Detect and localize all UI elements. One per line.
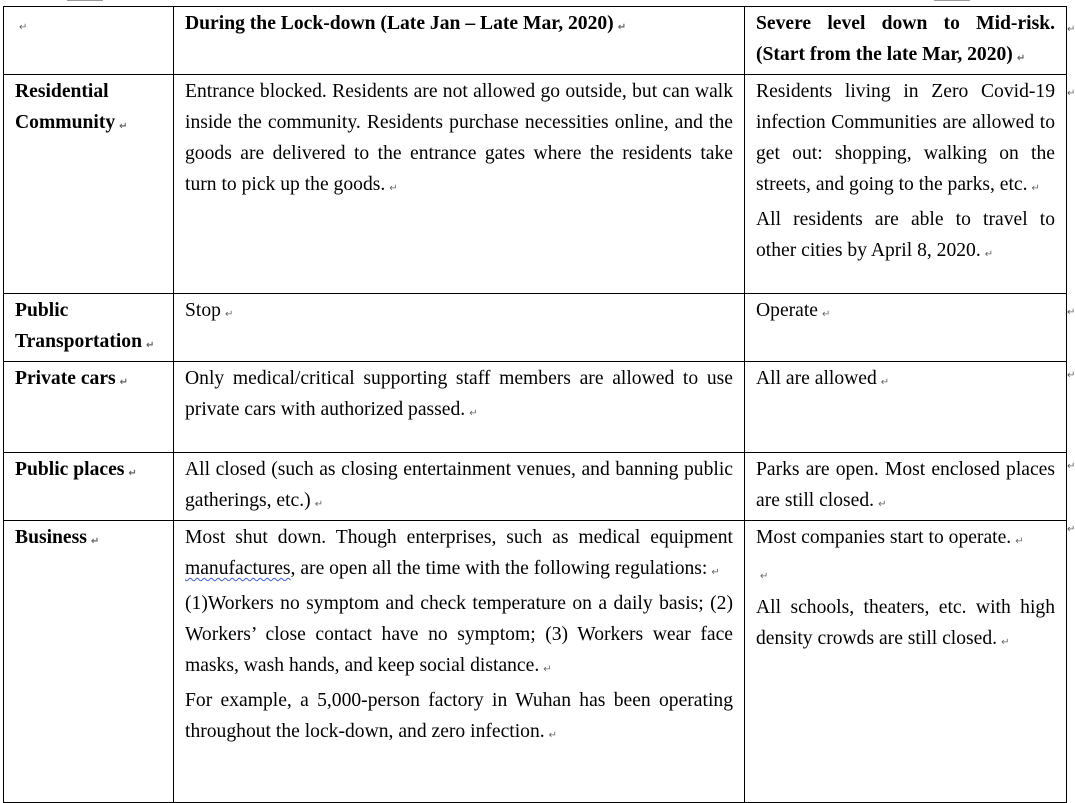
row-end-mark-icon: ↵ [1067,307,1075,318]
row-label-private-cars: Private cars [15,368,116,389]
paragraph-mark-icon: ↵ [1001,637,1010,648]
paragraph-mark-icon: ↵ [146,340,155,351]
row-label-cell[interactable] [4,362,174,453]
table-row [4,521,1067,803]
public-places-lockdown-text: All closed (such as closing entertainment venues, and banning public gatherings, etc.) [185,459,733,511]
paragraph-mark-icon: ↵ [469,408,478,419]
paragraph-mark-icon: ↵ [389,183,398,194]
lockdown-cell[interactable] [174,521,745,803]
table-row [4,453,1067,521]
row-end-mark-icon: ↵ [1067,88,1075,99]
midrisk-cell[interactable] [745,75,1067,294]
header-cell-midrisk[interactable] [745,7,1067,75]
row-label-business: Business [15,527,87,548]
paragraph-mark-icon: ↵ [543,664,552,675]
business-lockdown-text-3: For example, a 5,000-person factory in Wuhan has been operating throughout the lock-down, and zero infection. [185,690,733,742]
paragraph-mark-icon: ↵ [822,309,831,320]
paragraph-mark-icon: ↵ [314,499,324,510]
table-row [4,75,1067,294]
transportation-midrisk-text: Operate [756,300,819,321]
comparison-table [3,6,1067,803]
residential-lockdown-text: Entrance blocked. Residents are not allowed go outside, but can walk inside the community. Residents purchase necessities online, and the goods are delivered to the entrance gates where the residents take turn to pick up the goods. [185,81,733,195]
paragraph-mark-icon: ↵ [119,121,128,132]
private-cars-lockdown-text: Only medical/critical supporting staff members are allowed to use private cars with authorized passed. [185,368,733,420]
row-label-public-transportation: Public Transportation [15,300,143,352]
row-label-residential: Residential Community [15,81,116,133]
paragraph-mark-icon: ↵ [760,571,769,582]
residential-midrisk-text-2: All residents are able to travel to other cities by April 8, 2020. [756,209,1055,261]
row-label-cell[interactable] [4,521,174,803]
header-cell-empty[interactable] [4,7,174,75]
business-lockdown-text-1a: Most shut down. Though enterprises, such as medical equipment [185,527,733,548]
row-end-mark-icon: ↵ [1067,370,1075,381]
midrisk-cell[interactable] [745,362,1067,453]
residential-midrisk-text-1: Residents living in Zero Covid-19 infection Communities are allowed to get out: shopping, walking on the streets, and going to the parks, etc. [756,81,1055,195]
header-col2-text: Severe level down to Mid-risk. (Start from the late Mar, 2020) [756,13,1055,65]
paragraph-mark-icon: ↵ [1016,53,1026,64]
paragraph-mark-icon: ↵ [1031,183,1040,194]
header-col1-text: During the Lock-down (Late Jan – Late Mar, 2020) [185,13,614,34]
transportation-lockdown-text: Stop [185,300,221,321]
midrisk-cell[interactable] [745,453,1067,521]
row-end-mark-icon: ↵ [1067,24,1075,35]
paragraph-mark-icon: ↵ [1015,536,1024,547]
paragraph-mark-icon: ↵ [548,730,558,741]
paragraph-mark-icon: ↵ [19,22,28,33]
header-cell-lockdown[interactable] [174,7,745,75]
paragraph-mark-icon: ↵ [984,249,994,260]
row-label-public-places: Public places [15,459,125,480]
business-midrisk-text-1: Most companies start to operate. [756,527,1012,548]
public-places-midrisk-text: Parks are open. Most enclosed places are still closed. [756,459,1055,511]
paragraph-mark-icon: ↵ [119,377,129,388]
private-cars-midrisk-text: All are allowed [756,368,877,389]
paragraph-mark-icon: ↵ [617,22,627,33]
paragraph-mark-icon: ↵ [880,377,890,388]
lockdown-cell[interactable] [174,294,745,362]
paragraph-mark-icon: ↵ [711,567,720,578]
row-label-cell[interactable] [4,453,174,521]
paragraph-mark-icon: ↵ [90,536,100,547]
lockdown-cell[interactable] [174,75,745,294]
page-top-rule-left [67,0,103,2]
business-midrisk-text-2: All schools, theaters, etc. with high density crowds are still closed. [756,597,1055,649]
row-end-mark-icon: ↵ [1067,461,1075,472]
midrisk-cell[interactable] [745,521,1067,803]
spelling-flagged-word[interactable]: manufactures [185,558,291,579]
page-top-rule-right [934,0,970,2]
table-header-row [4,7,1067,75]
paragraph-mark-icon: ↵ [224,309,234,320]
paragraph-mark-icon: ↵ [128,468,137,479]
table-row [4,294,1067,362]
document-page [3,6,1067,803]
lockdown-cell[interactable] [174,453,745,521]
midrisk-cell[interactable] [745,294,1067,362]
paragraph-mark-icon: ↵ [878,499,887,510]
business-lockdown-text-2: (1)Workers no symptom and check temperature on a daily basis; (2) Workers’ close contact have no symptom; (3) Workers wear face masks, wash hands, and keep social distance. [185,593,733,676]
row-label-cell[interactable] [4,294,174,362]
business-lockdown-text-1b: , are open all the time with the following regulations: [290,558,708,579]
row-label-cell[interactable] [4,75,174,294]
table-row [4,362,1067,453]
lockdown-cell[interactable] [174,362,745,453]
row-end-mark-icon: ↵ [1067,524,1075,535]
